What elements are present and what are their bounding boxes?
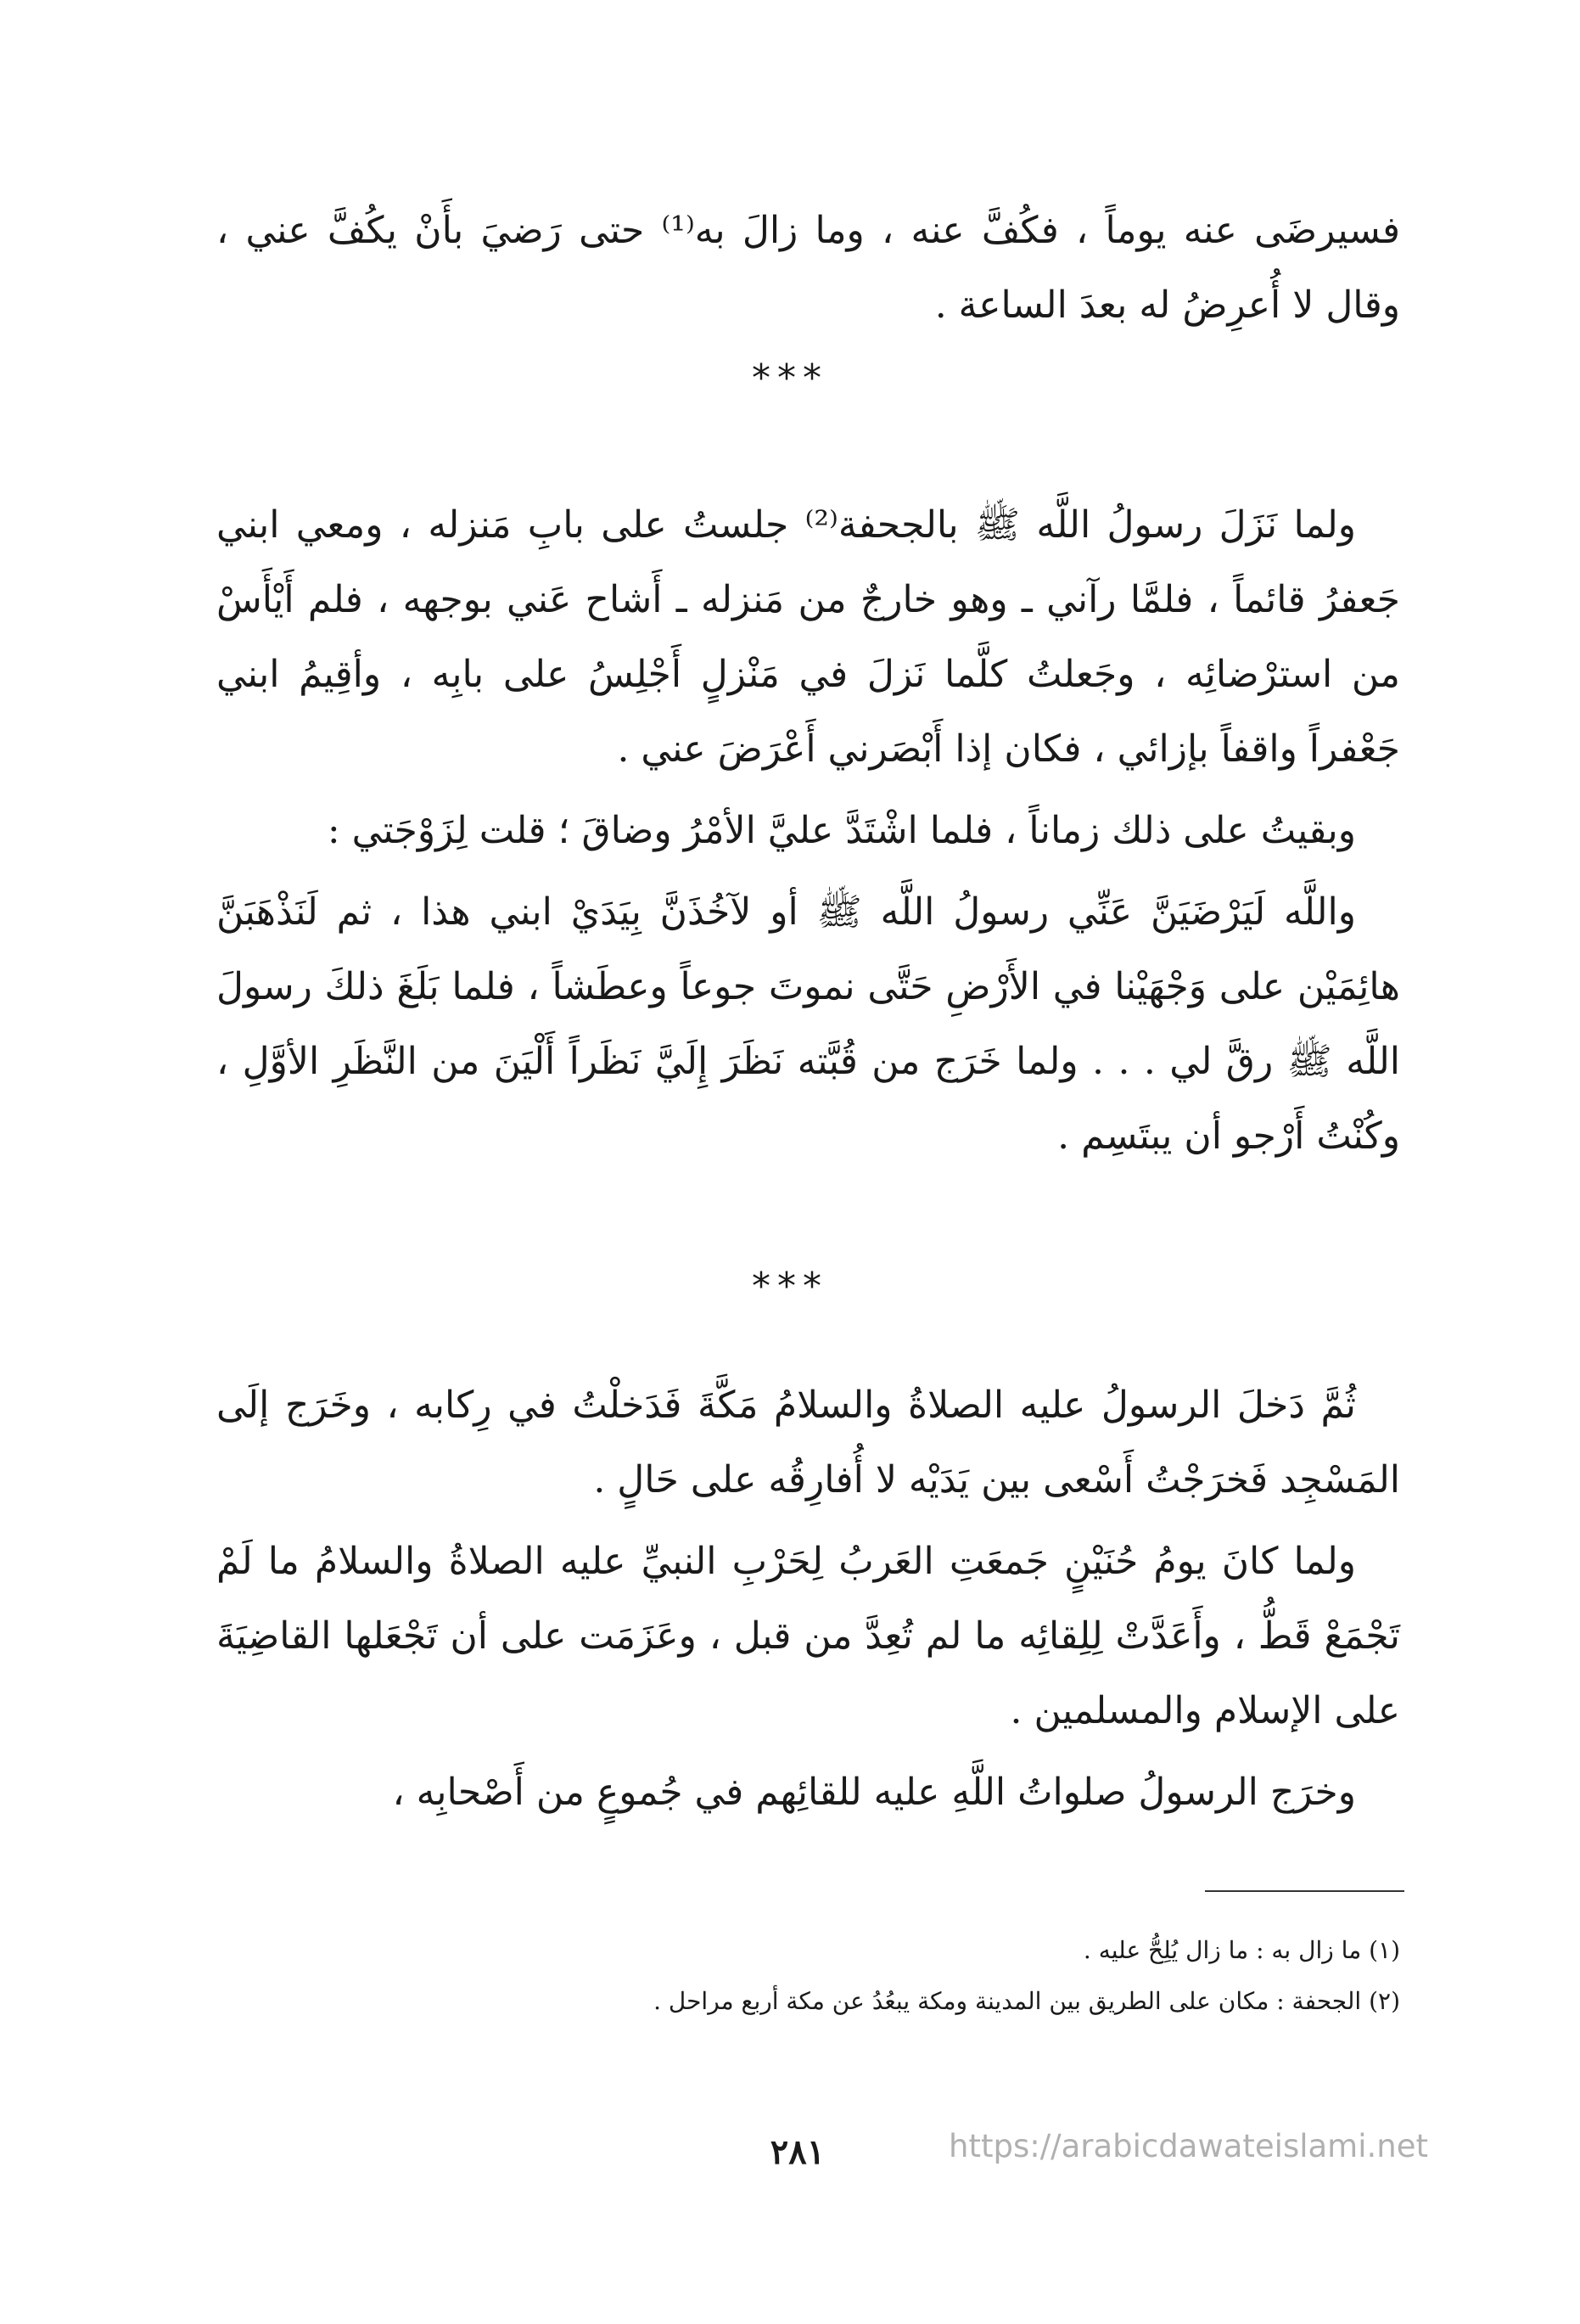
footnote-2: (٢) الجحفة : مكان على الطريق بين المدينة ومكة يبعُدُ عن مكة أربع مراحل . [653, 1987, 1400, 2015]
section-separator: *** [752, 356, 828, 400]
paragraph: واللَّه لَيَرْضَيَنَّ عَنِّي رسولُ اللَّه ﷺ أو لآخُذَنَّ بِيَدَيْ ابني هذا ، ثم لَنَذْهَبَنَّ هائِمَيْن على وَجْهَيْنا في الأَرْضِ حَتَّى نموتَ جوعاً وعطَشاً ، فلما بَلَغَ ذلكَ رسولَ اللَّه ﷺ رقَّ لي . . . ولما خَرَج من قُبَّته نَظَرَ إِلَيَّ نَظَراً أَلْيَنَ من النَّظَرِ الأوَّلِ ، وكُنْتُ أَرْجو أن يبتَسِم . [216, 890, 1401, 1158]
page-number: ٢٨١ [770, 2132, 826, 2172]
footnotes [216, 1925, 1400, 2027]
paragraph: ولما نَزَلَ رسولُ اللَّه ﷺ بالجحفة⁽²⁾ جلستُ على بابِ مَنزله ، ومعي ابني جَعفرُ قائماً ، فلمَّا رآني ـ وهو خارجٌ من مَنزله ـ أَشاح عَني بوجهه ، فلم أَيْأَسْ من استرْضائِه ، وجَعلتُ كلَّما نَزلَ في مَنْزلٍ أَجْلِسُ على بابِه ، وأقِيمُ ابني جَعْفراً واقفاً بإزائي ، فكان إذا أَبْصَرني أَعْرَضَ عني . [216, 503, 1400, 771]
paragraph: وبقيتُ على ذلك زماناً ، فلما اشْتَدَّ عليَّ الأمْرُ وضاقَ ؛ قلت لِزَوْجَتي : [327, 809, 1356, 852]
section-2 [216, 488, 1400, 1174]
footnote-divider [1205, 1890, 1404, 1892]
paragraph: وخرَج الرسولُ صلواتُ اللَّهِ عليه للقائِهم في جُموعٍ من أَصْحابِه ، [392, 1771, 1356, 1814]
paragraph: فسيرضَى عنه يوماً ، فكُفَّ عنه ، وما زالَ به⁽¹⁾ حتى رَضيَ بأَنْ يكُفَّ عني ، وقال لا أُعرِضُ له بعدَ الساعة . [216, 209, 1400, 327]
footnote-1: (١) ما زال به : ما زال يُلِحُّ عليه . [1083, 1936, 1400, 1964]
watermark-url: https://arabicdawateislami.net [949, 2128, 1428, 2164]
paragraph: ثُمَّ دَخلَ الرسولُ عليه الصلاةُ والسلامُ مَكَّةَ فَدَخلْتُ في رِكابه ، وخَرَج إلَى المَسْجِد فَخرَجْتُ أَسْعى بين يَدَيْه لا أُفارِقُه على حَالٍ . [216, 1384, 1400, 1502]
section-separator: *** [752, 1265, 828, 1308]
section-1 [216, 194, 1400, 343]
paragraph: ولما كانَ يومُ حُنَيْنٍ جَمعَتِ العَربُ لِحَرْبِ النبيِّ عليه الصلاةُ والسلامُ ما لَمْ تَجْمَعْ قَطُّ ، وأَعَدَّتْ لِلِقائِه ما لم تُعِدَّ من قبل ، وعَزَمَت على أن تَجْعَلها القاضِيَةَ على الإسلام والمسلمين . [216, 1540, 1400, 1732]
section-3 [216, 1368, 1400, 1830]
